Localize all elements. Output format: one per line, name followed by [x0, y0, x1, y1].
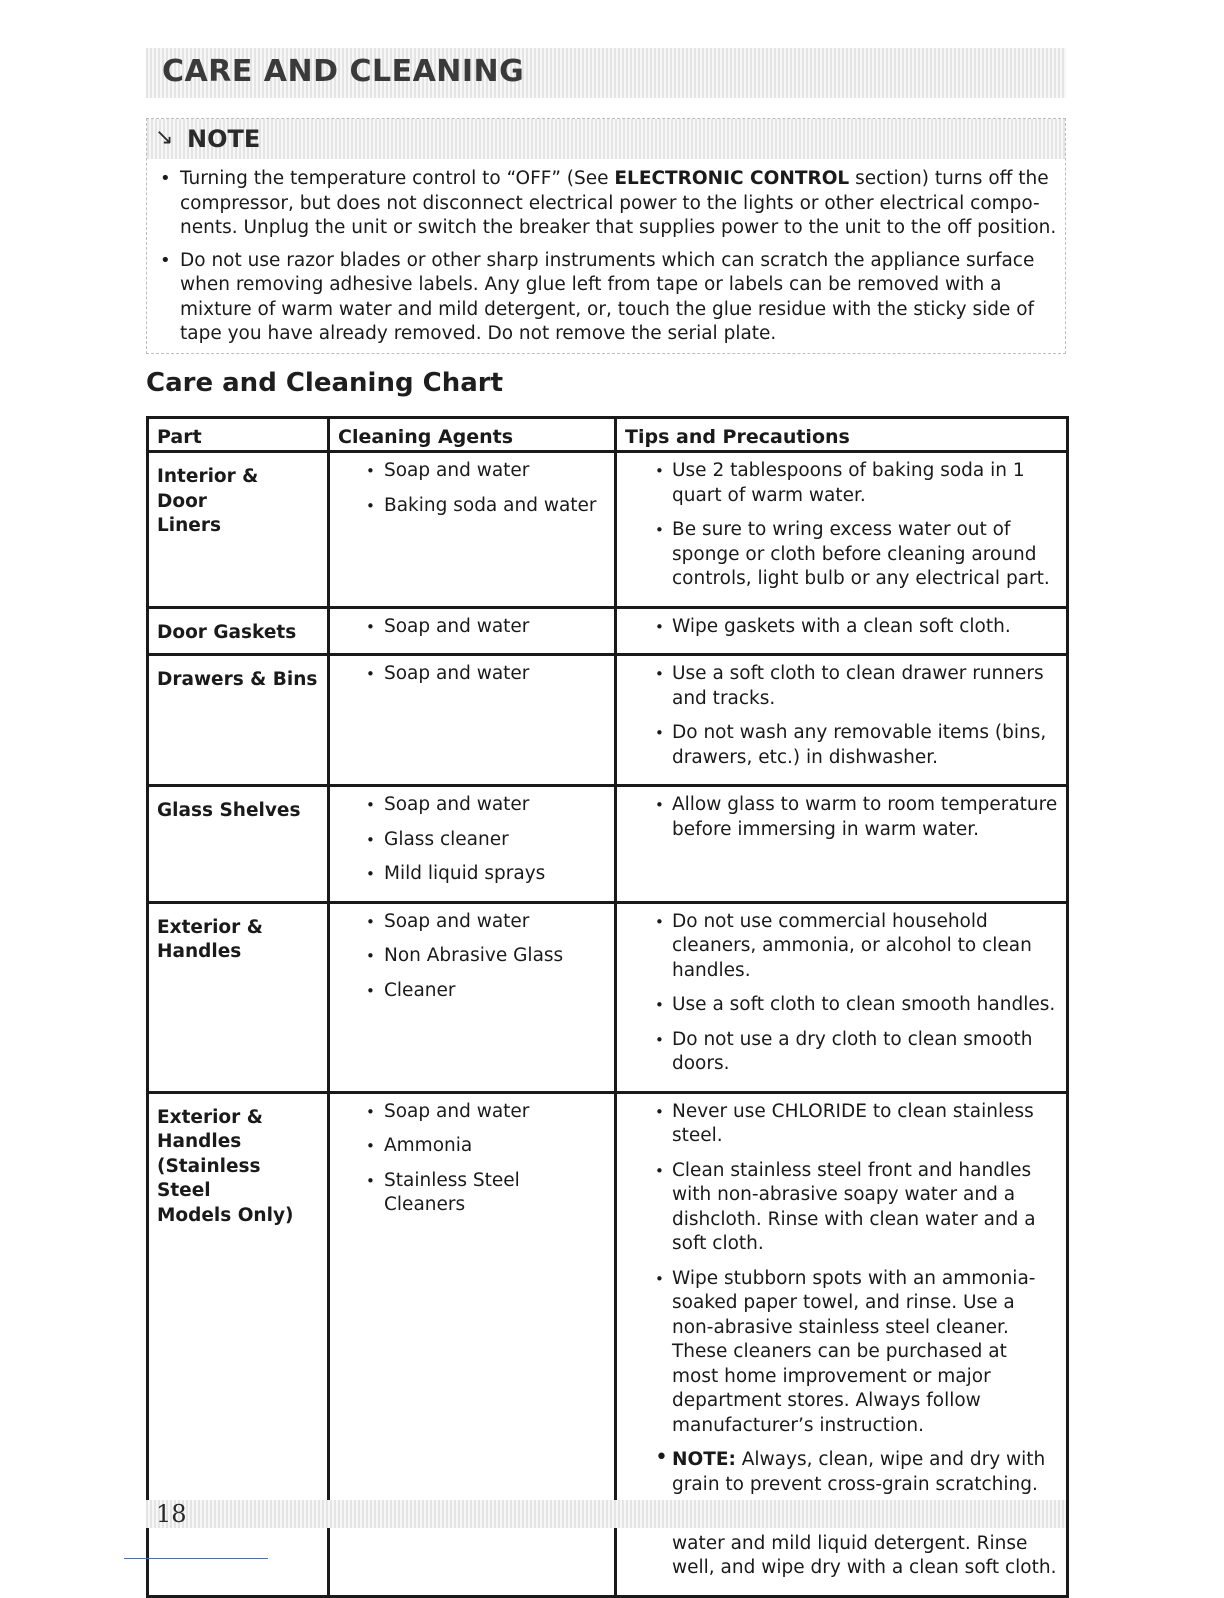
column-header-part: Part [148, 418, 329, 452]
part-cell [148, 452, 329, 608]
agents-list [338, 1100, 606, 1218]
part-cell [148, 786, 329, 903]
tip-item: • water and mild liquid detergent. Rinse well, and wipe dry with a clean soft cloth. [625, 1507, 1058, 1581]
table-row [148, 607, 1068, 655]
tips-cell [616, 902, 1068, 1092]
agent-item: • Soap and water [338, 459, 606, 484]
section-title: CARE AND CLEANING [162, 54, 525, 89]
note-item: • Do not use razor blades or other sharp instruments which can scratch the appliance surface when removing adhesive labels. Any glue left from tape or labels can be removed with a mixture of warm water and mild detergent, or, touch the glue residue with the sticky side of tape you have already removed. Do not remove the serial plate. [157, 249, 1057, 347]
agent-item: • Ammonia [338, 1134, 606, 1159]
tip-note-text: Always, clean, wipe and dry with grain to prevent cross-grain scratching. [672, 1449, 1046, 1495]
table-row [148, 786, 1068, 903]
tip-item: • Use 2 tablespoons of baking soda in 1 quart of warm water. [625, 459, 1058, 508]
part-cell [148, 607, 329, 655]
agent-item: • Mild liquid sprays [338, 862, 606, 887]
chart-title: Care and Cleaning Chart [146, 368, 504, 398]
agent-item: • Soap and water [338, 662, 606, 687]
agent-item: • Non Abrasive Glass [338, 944, 606, 969]
note-emphasis: ELECTRONIC CONTROL [614, 168, 850, 189]
tip-item: • Use a soft cloth to clean drawer runners and tracks. [625, 662, 1058, 711]
section-header [146, 48, 1066, 98]
part-label: Glass Shelves [157, 800, 301, 821]
cleaning-agents-cell [329, 786, 616, 903]
agent-item: • Baking soda and water [338, 494, 606, 519]
agents-list [338, 615, 606, 640]
care-cleaning-table [146, 416, 1069, 1598]
agents-list [338, 662, 606, 687]
tips-cell [616, 607, 1068, 655]
agent-item: • Cleaner [338, 979, 606, 1004]
tip-note-label: NOTE: [672, 1449, 736, 1470]
tip-item: • Do not use a dry cloth to clean smooth doors. [625, 1028, 1058, 1077]
cleaning-agents-cell [329, 607, 616, 655]
tip-item: • Do not wash any removable items (bins, drawers, etc.) in dishwasher. [625, 721, 1058, 770]
agent-item: • Stainless Steel Cleaners [338, 1169, 606, 1218]
page-footer [146, 1500, 1066, 1528]
cleaning-agents-cell [329, 655, 616, 786]
part-label: Liners [157, 515, 221, 536]
agent-item: • Soap and water [338, 910, 606, 935]
tip-item: • Never use CHLORIDE to clean stainless steel. [625, 1100, 1058, 1149]
tip-item: • Be sure to wring excess water out of sponge or cloth before cleaning around controls, light bulb or any electrical part. [625, 518, 1058, 592]
part-cell [148, 902, 329, 1092]
tip-item: • Wipe gaskets with a clean soft cloth. [625, 615, 1058, 640]
tip-item: • Wipe stubborn spots with an ammonia-soaked paper towel, and rinse. Use a non-abrasive stainless steel cleaner. These cleaners can be purchased at most home improvement or major department stores. Always follow manufacturer’s instruction. [625, 1267, 1058, 1439]
agent-item: • Soap and water [338, 793, 606, 818]
note-title: NOTE [187, 125, 261, 153]
tips-list [625, 793, 1058, 842]
part-label: (Stainless Steel [157, 1155, 261, 1201]
agents-list [338, 910, 606, 1004]
tip-item: • Allow glass to warm to room temperature before immersing in warm water. [625, 793, 1058, 842]
table-row [148, 902, 1068, 1092]
part-label: Models Only) [157, 1204, 294, 1226]
part-label: Interior & [157, 466, 259, 487]
table-body [148, 452, 1068, 1597]
agent-item: • Glass cleaner [338, 828, 606, 853]
agents-list [338, 793, 606, 887]
note-list [157, 167, 1057, 355]
column-header-tips: Tips and Precautions [616, 418, 1068, 452]
part-label: Door Gaskets [157, 621, 297, 643]
table-row [148, 452, 1068, 608]
tips-list [625, 459, 1058, 592]
part-cell [148, 655, 329, 786]
part-label: Handles [157, 941, 242, 962]
underline-rule [124, 1558, 268, 1559]
note-header [147, 119, 1065, 159]
agent-item: • Soap and water [338, 1100, 606, 1125]
table-row [148, 655, 1068, 786]
page-number: 18 [156, 1500, 187, 1528]
part-label: Drawers & Bins [157, 669, 318, 690]
note-pointer-icon: ↘ [155, 125, 174, 150]
note-box [146, 118, 1066, 354]
cleaning-agents-cell [329, 902, 616, 1092]
tips-list [625, 615, 1058, 640]
tip-item [625, 1448, 1058, 1497]
tip-item: • Use a soft cloth to clean smooth handles. [625, 993, 1058, 1018]
column-header-agents: Cleaning Agents [329, 418, 616, 452]
cleaning-agents-cell [329, 452, 616, 608]
tip-item: • Clean stainless steel front and handles with non-abrasive soapy water and a dishcloth. Rinse with clean water and a soft cloth. [625, 1159, 1058, 1257]
table-header-row [148, 418, 1068, 452]
tips-list [625, 910, 1058, 1077]
tips-list [625, 662, 1058, 770]
part-label: Exterior & [157, 1106, 263, 1128]
part-label: Handles [157, 1131, 242, 1152]
tips-cell [616, 452, 1068, 608]
part-label: Door [157, 490, 207, 512]
agent-item: • Soap and water [338, 615, 606, 640]
tips-cell [616, 655, 1068, 786]
tip-item: • Do not use commercial household cleaners, ammonia, or alcohol to clean handles. [625, 910, 1058, 984]
tips-cell [616, 786, 1068, 903]
note-item: • Turning the temperature control to “OFF” (See ELECTRONIC CONTROL section) turns off the compressor, but does not disconnect electrical power to the lights or other electrical compo- nents. Unplug the unit or switch the breaker that supplies power to the unit to the off position. [157, 167, 1057, 241]
part-label: Exterior & [157, 916, 263, 938]
agents-list [338, 459, 606, 518]
